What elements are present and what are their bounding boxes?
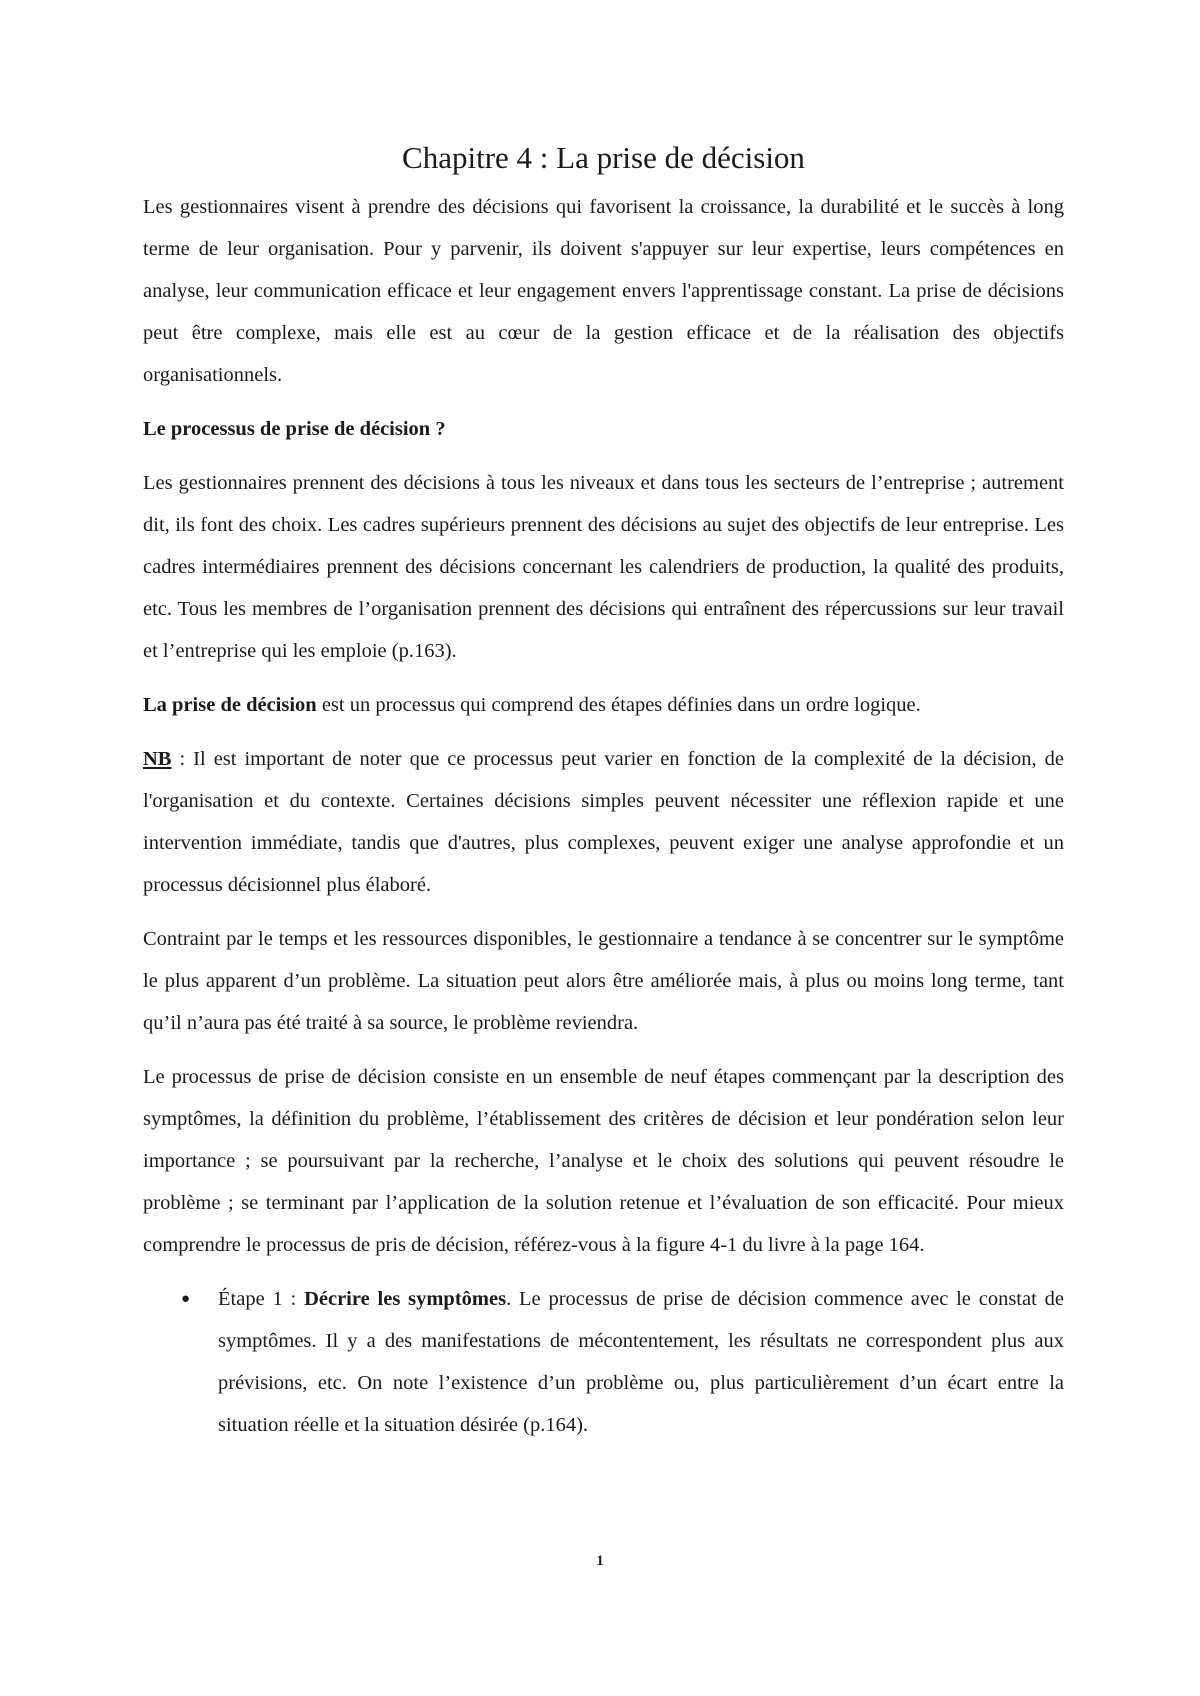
- section-heading: Le processus de prise de décision ?: [143, 418, 446, 440]
- bullet-icon: ●: [181, 1291, 191, 1307]
- constraint-paragraph: Contraint par le temps et les ressources disponibles, le gestionnaire a tendance à se concentrer sur le symptôme le plus apparent d’un problème. La situation peut alors être améliorée mais, à plus ou moins long terme, tant qu’il n’aura pas été traité à sa source, le problème reviendra.: [143, 928, 1064, 1034]
- step-item: [143, 1278, 1064, 1446]
- process-paragraph: Le processus de prise de décision consiste en un ensemble de neuf étapes commençant par la description des symptômes, la définition du problème, l’établissement des critères de décision et leur pondération selon leur importance ; se poursuivant par la recherche, l’analyse et le choix des solutions qui peuvent résoudre le problème ; se terminant par l’application de la solution retenue et l’évaluation de son efficacité. Pour mieux comprendre le processus de pris de décision, référez-vous à la figure 4-1 du livre à la page 164.: [143, 1066, 1064, 1256]
- definition-text: est un processus qui comprend des étapes définies dans un ordre logique.: [316, 694, 921, 716]
- definition-paragraph: [143, 684, 1064, 726]
- note-text: : Il est important de noter que ce processus peut varier en fonction de la complexité de la décision, de l'organisation et du contexte. Certaines décisions simples peuvent nécessiter une réflexion rapide et une intervention immédiate, tandis que d'autres, plus complexes, peuvent exiger une analyse approfondie et un processus décisionnel plus élaboré.: [143, 748, 1064, 896]
- note-label: NB: [143, 748, 172, 770]
- intro-paragraph: Les gestionnaires visent à prendre des décisions qui favorisent la croissance, la durabilité et le succès à long terme de leur organisation. Pour y parvenir, ils doivent s'appuyer sur leur expertise, leurs compétences en analyse, leur communication efficace et leur engagement envers l'apprentissage constant. La prise de décisions peut être complexe, mais elle est au cœur de la gestion efficace et de la réalisation des objectifs organisationnels.: [143, 196, 1064, 386]
- step-text: . Le processus de prise de décision commence avec le constat de symptômes. Il y a des manifestations de mécontentement, les résultats ne correspondent plus aux prévisions, etc. On note l’existence d’un problème ou, plus particulièrement d’un écart entre la situation réelle et la situation désirée (p.164).: [218, 1288, 1064, 1436]
- chapter-title: Chapitre 4 : La prise de décision: [402, 140, 805, 175]
- definition-term: La prise de décision: [143, 694, 317, 716]
- step-title: Décrire les symptômes: [304, 1288, 507, 1310]
- levels-paragraph: Les gestionnaires prennent des décisions à tous les niveaux et dans tous les secteurs de l’entreprise ; autrement dit, ils font des choix. Les cadres supérieurs prennent des décisions au sujet des objectifs de leur entreprise. Les cadres intermédiaires prennent des décisions concernant les calendriers de production, la qualité des produits, etc. Tous les membres de l’organisation prennent des décisions qui entraînent des répercussions sur leur travail et l’entreprise qui les emploie (p.163).: [143, 472, 1064, 662]
- note-paragraph: [143, 738, 1064, 906]
- step-prefix: Étape 1 :: [218, 1288, 305, 1310]
- steps-list: [143, 1278, 1064, 1446]
- page-number: 1: [596, 1553, 604, 1569]
